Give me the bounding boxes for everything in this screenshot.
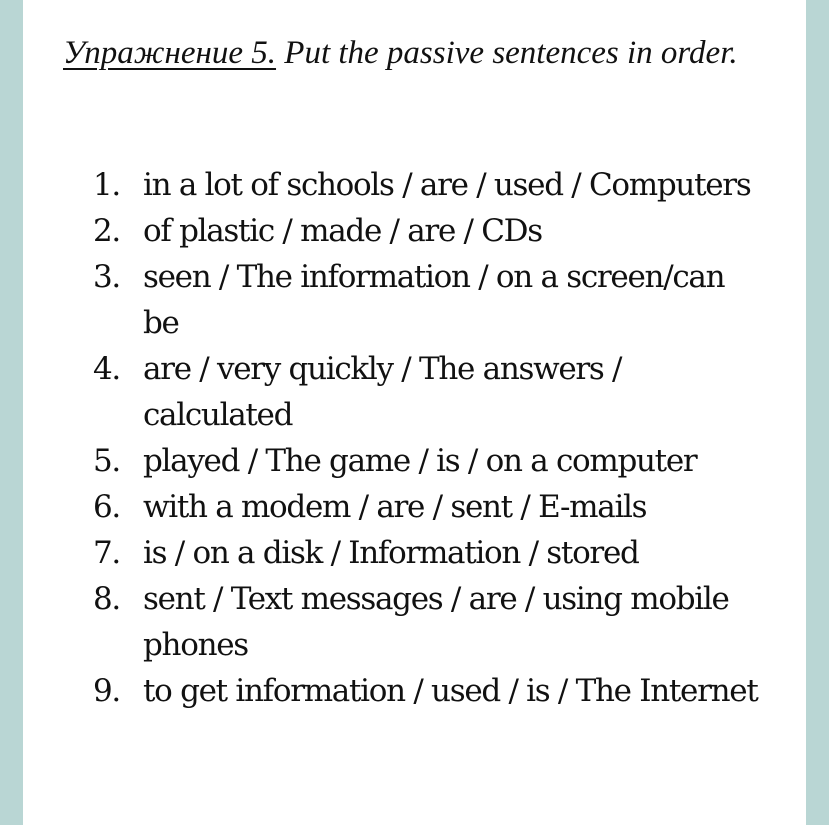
item-number: 2. bbox=[93, 213, 120, 249]
item-text: in a lot of schools / are / used / Computers bbox=[143, 167, 751, 203]
list-item bbox=[23, 484, 763, 530]
document-page bbox=[23, 0, 806, 825]
item-number: 4. bbox=[93, 351, 120, 387]
list-item bbox=[23, 576, 763, 668]
list-item bbox=[23, 530, 763, 576]
item-number: 3. bbox=[93, 259, 120, 295]
list-item bbox=[23, 162, 763, 208]
exercise-label: Упражнение 5. bbox=[63, 35, 277, 71]
item-text: to get information / used / is / The Internet bbox=[143, 673, 758, 709]
item-number: 7. bbox=[93, 535, 120, 571]
item-number: 6. bbox=[93, 489, 120, 525]
list-item bbox=[23, 438, 763, 484]
item-number: 1. bbox=[93, 167, 120, 203]
exercise-heading bbox=[63, 30, 763, 76]
list-item bbox=[23, 346, 763, 438]
item-text: with a modem / are / sent / E-mails bbox=[143, 489, 647, 525]
sentence-list bbox=[23, 162, 763, 714]
exercise-instruction: Put the passive sentences in order. bbox=[276, 35, 738, 71]
item-text: are / very quickly / The answers / calculated bbox=[143, 351, 622, 433]
item-text: sent / Text messages / are / using mobile phones bbox=[143, 581, 729, 663]
item-number: 8. bbox=[93, 581, 120, 617]
list-item bbox=[23, 254, 763, 346]
item-number: 5. bbox=[93, 443, 120, 479]
item-number: 9. bbox=[93, 673, 120, 709]
item-text: of plastic / made / are / CDs bbox=[143, 213, 542, 249]
list-item bbox=[23, 208, 763, 254]
item-text: played / The game / is / on a computer bbox=[143, 443, 697, 479]
item-text: is / on a disk / Information / stored bbox=[143, 535, 639, 571]
list-item bbox=[23, 668, 763, 714]
item-text: seen / The information / on a screen/can be bbox=[143, 259, 725, 341]
